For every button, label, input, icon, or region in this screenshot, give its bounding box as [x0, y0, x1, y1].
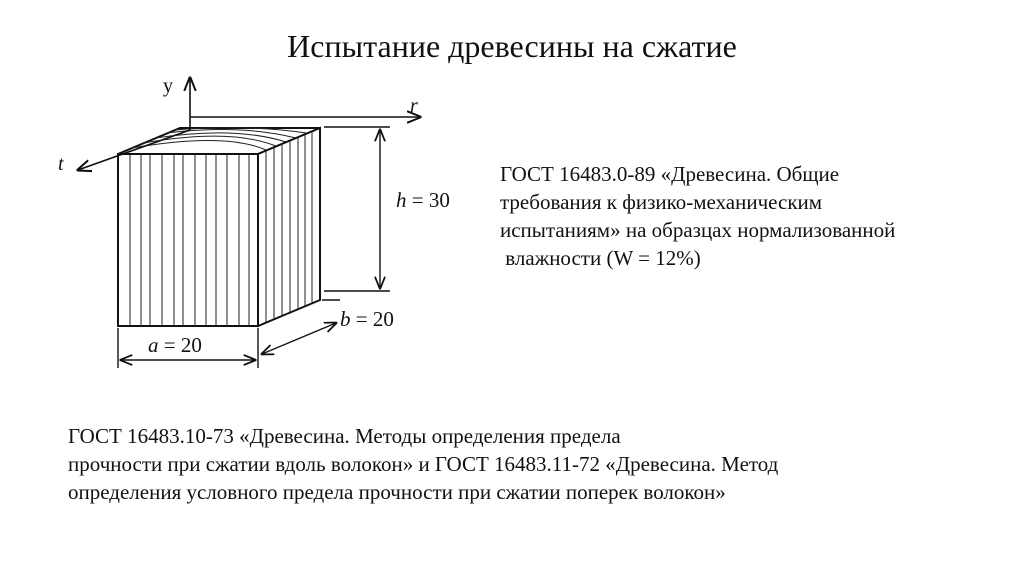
gost-general-line: влажности (W = 12%) — [500, 246, 701, 270]
gost-methods-line: ГОСТ 16483.10-73 «Древесина. Методы определения предела — [68, 424, 621, 448]
gost-general-line: ГОСТ 16483.0-89 «Древесина. Общие — [500, 162, 840, 186]
cube-side-face — [258, 128, 320, 326]
dimension-a-label: a = 20 — [148, 333, 202, 357]
axis-r-label: r — [410, 95, 418, 117]
dimension-b-label: b = 20 — [340, 307, 394, 331]
axis-t-label: t — [58, 153, 64, 175]
wood-specimen-diagram — [40, 70, 450, 380]
dimension-h — [324, 127, 390, 291]
axis-y-label: y — [163, 75, 173, 97]
gost-general-line: требования к физико-механическим — [500, 190, 823, 214]
dimension-h-label: h = 30 — [396, 188, 450, 212]
gost-methods-line: прочности при сжатии вдоль волокон» и ГОСТ 16483.11-72 «Древесина. Метод — [68, 452, 779, 476]
gost-standard-general — [500, 160, 1000, 272]
gost-methods-line: определения условного предела прочности при сжатии поперек волокон» — [68, 480, 726, 504]
gost-standard-methods — [68, 422, 998, 506]
cube-front-face — [118, 154, 258, 326]
gost-general-line: испытаниям» на образцах нормализованной — [500, 218, 896, 242]
page-title: Испытание древесины на сжатие — [287, 28, 737, 64]
